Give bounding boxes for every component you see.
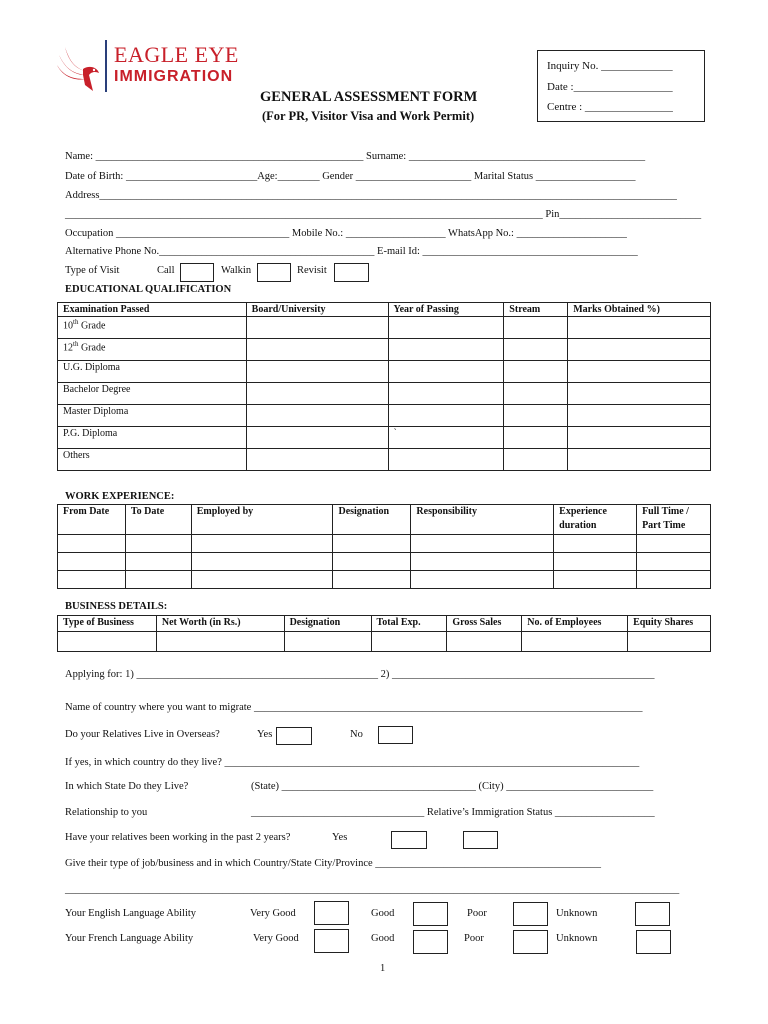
cell-input[interactable] <box>568 405 711 427</box>
cell-input[interactable] <box>125 535 191 553</box>
english-unknown-checkbox[interactable] <box>635 902 670 926</box>
cell-input[interactable] <box>628 632 711 652</box>
relatives-country-line[interactable]: If yes, in which country do they live? _______________________________________________________________________________ <box>65 757 640 768</box>
logo-text-bottom: IMMIGRATION <box>114 68 234 85</box>
english-very-good-checkbox[interactable] <box>314 901 349 925</box>
french-poor-label: Poor <box>464 933 484 944</box>
visit-walkin-label: Walkin <box>221 265 252 276</box>
french-good-checkbox[interactable] <box>413 930 448 954</box>
col-year: Year of Passing <box>388 303 504 317</box>
col-experience: Experience duration <box>554 505 637 535</box>
applying-for-line[interactable]: Applying for: 1) ______________________________________________ 2) __________________________________________________ <box>65 669 655 680</box>
dob-line[interactable]: Date of Birth: _________________________Age:________ Gender ______________________ Marital Status ___________________ <box>65 171 636 182</box>
cell-input[interactable] <box>58 535 126 553</box>
english-very-good-label: Very Good <box>250 908 296 919</box>
inquiry-centre-field[interactable]: Centre : ________________ <box>547 101 673 113</box>
col-stream: Stream <box>504 303 568 317</box>
cell-input[interactable] <box>388 405 504 427</box>
cell-input[interactable] <box>246 449 388 471</box>
cell-input[interactable] <box>246 405 388 427</box>
exam-name: Bachelor Degree <box>58 383 247 405</box>
french-unknown-label: Unknown <box>556 933 598 944</box>
work-section-title: WORK EXPERIENCE: <box>65 491 175 502</box>
cell-input[interactable] <box>637 535 711 553</box>
relatives-state-city-line[interactable]: (State) _____________________________________ (City) ____________________________ <box>251 781 654 792</box>
cell-input[interactable] <box>504 405 568 427</box>
name-surname-line[interactable]: Name: ___________________________________________________ Surname: _____________________________________________ <box>65 151 646 162</box>
cell-input[interactable] <box>388 339 504 361</box>
col-from-date: From Date <box>58 505 126 535</box>
cell-input[interactable] <box>388 361 504 383</box>
cell-input[interactable] <box>504 317 568 339</box>
migrate-country-line[interactable]: Name of country where you want to migrate __________________________________________________________________________ <box>65 702 643 713</box>
address-line[interactable]: Address______________________________________________________________________________________________________________ <box>65 190 677 201</box>
table-row <box>58 553 711 571</box>
table-row <box>58 535 711 553</box>
english-good-label: Good <box>371 908 395 919</box>
relationship-question: Relationship to you <box>65 807 148 818</box>
business-table <box>57 615 711 652</box>
logo-divider <box>105 40 107 92</box>
education-header-row <box>58 303 711 317</box>
table-row <box>58 317 711 339</box>
cell-input[interactable] <box>568 427 711 449</box>
english-good-checkbox[interactable] <box>413 902 448 926</box>
relatives-working-question: Have your relatives been working in the past 2 years? <box>65 832 291 843</box>
english-poor-checkbox[interactable] <box>513 902 548 926</box>
cell-input[interactable] <box>125 553 191 571</box>
cell-input[interactable] <box>554 571 637 589</box>
type-of-visit-label: Type of Visit <box>65 265 120 276</box>
cell-input[interactable] <box>568 361 711 383</box>
relationship-status-line[interactable]: _________________________________ Relative’s Immigration Status ___________________ <box>251 807 655 818</box>
relatives-state-question: In which State Do they Live? <box>65 781 189 792</box>
cell-input[interactable] <box>333 535 411 553</box>
cell-input[interactable] <box>58 632 157 652</box>
col-total-exp: Total Exp. <box>371 616 447 632</box>
cell-input[interactable] <box>125 571 191 589</box>
col-designation: Designation <box>284 616 371 632</box>
col-responsibility: Responsibility <box>411 505 554 535</box>
english-poor-label: Poor <box>467 908 487 919</box>
col-gross-sales: Gross Sales <box>447 616 522 632</box>
work-header-row <box>58 505 711 535</box>
relatives-working-no-checkbox[interactable] <box>463 831 498 849</box>
french-good-label: Good <box>371 933 395 944</box>
cell-input[interactable] <box>554 553 637 571</box>
form-subtitle: (For PR, Visitor Visa and Work Permit) <box>262 109 475 123</box>
exam-name: P.G. Diploma <box>58 427 247 449</box>
cell-input[interactable] <box>246 361 388 383</box>
cell-input[interactable] <box>284 632 371 652</box>
cell-input[interactable] <box>568 383 711 405</box>
visit-call-checkbox[interactable] <box>180 263 214 282</box>
col-net-worth: Net Worth (in Rs.) <box>156 616 284 632</box>
cell-input[interactable] <box>156 632 284 652</box>
french-very-good-label: Very Good <box>253 933 299 944</box>
education-section-title: EDUCATIONAL QUALIFICATION <box>65 284 232 295</box>
col-type-of-business: Type of Business <box>58 616 157 632</box>
cell-input[interactable] <box>371 632 447 652</box>
table-row <box>58 427 711 449</box>
french-very-good-checkbox[interactable] <box>314 929 349 953</box>
inquiry-no-field[interactable]: Inquiry No. _____________ <box>547 60 673 72</box>
relatives-no-label: No <box>350 729 363 740</box>
relatives-yes-label: Yes <box>257 729 273 740</box>
relatives-working-yes-checkbox[interactable] <box>391 831 427 849</box>
cell-input[interactable] <box>504 383 568 405</box>
visit-call-label: Call <box>157 265 175 276</box>
relatives-no-checkbox[interactable] <box>378 726 413 744</box>
job-business-continuation-line[interactable]: _____________________________________________________________________________________________________________________ <box>65 884 680 895</box>
work-table <box>57 504 711 589</box>
cell-input[interactable] <box>504 339 568 361</box>
cell-input[interactable] <box>58 571 126 589</box>
col-designation: Designation <box>333 505 411 535</box>
col-marks: Marks Obtained %) <box>568 303 711 317</box>
table-row <box>58 632 711 652</box>
relatives-overseas-question: Do your Relatives Live in Overseas? <box>65 729 220 740</box>
alt-phone-email-line[interactable]: Alternative Phone No._________________________________________ E-mail Id: _________________________________________ <box>65 246 638 257</box>
exam-name: 12th Grade <box>58 339 247 361</box>
cell-input[interactable] <box>388 383 504 405</box>
cell-input[interactable] <box>504 427 568 449</box>
exam-name: Others <box>58 449 247 471</box>
cell-input[interactable] <box>411 571 554 589</box>
visit-revisit-label: Revisit <box>297 265 327 276</box>
cell-input[interactable]: ` <box>388 427 504 449</box>
inquiry-date-field[interactable]: Date :__________________ <box>547 80 673 93</box>
cell-input[interactable] <box>246 427 388 449</box>
cell-input[interactable] <box>411 553 554 571</box>
occupation-line[interactable]: Occupation _________________________________ Mobile No.: ___________________ WhatsApp No.: _____________________ <box>65 228 627 239</box>
relatives-working-yes-label: Yes <box>332 832 348 843</box>
table-row <box>58 571 711 589</box>
cell-input[interactable] <box>333 553 411 571</box>
cell-input[interactable] <box>637 553 711 571</box>
cell-input[interactable] <box>504 361 568 383</box>
table-row <box>58 339 711 361</box>
relatives-yes-checkbox[interactable] <box>276 727 312 745</box>
col-employees: No. of Employees <box>522 616 628 632</box>
cell-input[interactable] <box>554 535 637 553</box>
table-row <box>58 405 711 427</box>
cell-input[interactable] <box>246 317 388 339</box>
exam-name: Master Diploma <box>58 405 247 427</box>
col-exam-passed: Examination Passed <box>58 303 247 317</box>
cell-input[interactable] <box>333 571 411 589</box>
business-section-title: BUSINESS DETAILS: <box>65 601 168 612</box>
cell-input[interactable] <box>637 571 711 589</box>
eagle-icon <box>55 41 103 95</box>
visit-walkin-checkbox[interactable] <box>257 263 291 282</box>
cell-input[interactable] <box>447 632 522 652</box>
col-board: Board/University <box>246 303 388 317</box>
cell-input[interactable] <box>522 632 628 652</box>
education-table <box>57 302 711 471</box>
address-pin-line[interactable]: ___________________________________________________________________________________________ Pin___________________________ <box>65 209 702 220</box>
cell-input[interactable] <box>191 535 333 553</box>
french-ability-label: Your French Language Ability <box>65 933 194 944</box>
logo-text-top: EAGLE EYE <box>114 42 239 67</box>
cell-input[interactable] <box>191 571 333 589</box>
exam-name: 10th Grade <box>58 317 247 339</box>
col-full-part-time: Full Time / Part Time <box>637 505 711 535</box>
french-unknown-checkbox[interactable] <box>636 930 671 954</box>
cell-input[interactable] <box>58 553 126 571</box>
cell-input[interactable] <box>568 317 711 339</box>
col-to-date: To Date <box>125 505 191 535</box>
table-row <box>58 383 711 405</box>
cell-input[interactable] <box>246 383 388 405</box>
cell-input[interactable] <box>411 535 554 553</box>
exam-name: U.G. Diploma <box>58 361 247 383</box>
col-employed-by: Employed by <box>191 505 333 535</box>
cell-input[interactable] <box>504 449 568 471</box>
form-title: GENERAL ASSESSMENT FORM <box>260 89 478 105</box>
cell-input[interactable] <box>568 339 711 361</box>
col-equity-shares: Equity Shares <box>628 616 711 632</box>
table-row <box>58 361 711 383</box>
page-number: 1 <box>380 963 386 974</box>
table-row <box>58 449 711 471</box>
english-unknown-label: Unknown <box>556 908 598 919</box>
english-ability-label: Your English Language Ability <box>65 908 197 919</box>
visit-revisit-checkbox[interactable] <box>334 263 369 282</box>
business-header-row <box>58 616 711 632</box>
cell-input[interactable] <box>388 449 504 471</box>
french-poor-checkbox[interactable] <box>513 930 548 954</box>
cell-input[interactable] <box>191 553 333 571</box>
inquiry-box <box>537 50 705 122</box>
job-business-line[interactable]: Give their type of job/business and in which Country/State City/Province ___________________________________________ <box>65 858 602 869</box>
cell-input[interactable] <box>246 339 388 361</box>
cell-input[interactable] <box>568 449 711 471</box>
cell-input[interactable] <box>388 317 504 339</box>
